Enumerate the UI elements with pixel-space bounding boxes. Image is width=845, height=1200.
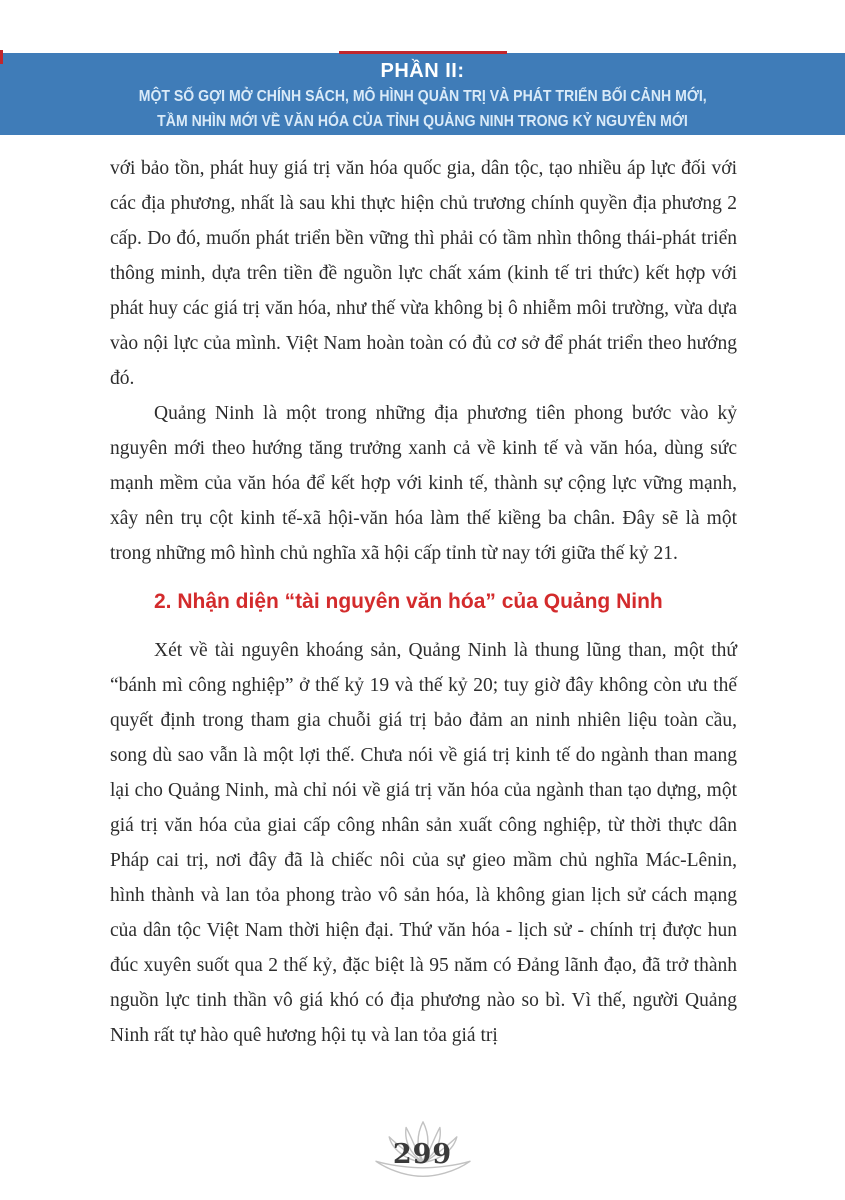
page-number: 299 xyxy=(392,1139,453,1170)
lotus-ornament xyxy=(363,1119,483,1181)
header-band xyxy=(0,53,845,135)
body-paragraph-2: Quảng Ninh là một trong những địa phương tiên phong bước vào kỷ nguyên mới theo hướng tăng trưởng xanh cả về kinh tế và văn hóa, dùng sức mạnh mềm của văn hóa để kết hợp với kinh tế, thành sự cộng lực vững mạnh, xây nên trụ cột kinh tế-xã hội-văn hóa làm thế kiềng ba chân. Đây sẽ là một trong những mô hình chủ nghĩa xã hội cấp tỉnh từ nay tới giữa thế kỷ 21. xyxy=(110,403,737,564)
page-body xyxy=(0,135,845,1053)
red-accent-line xyxy=(339,51,507,54)
part-label: PHẦN II: xyxy=(380,60,465,82)
header-subtitle-line-2: TẦM NHÌN MỚI VỀ VĂN HÓA CỦA TỈNH QUẢNG NINH TRONG KỶ NGUYÊN MỚI xyxy=(157,113,688,130)
page-footer xyxy=(0,1119,845,1186)
header-subtitle-line-1: MỘT SỐ GỢI MỞ CHÍNH SÁCH, MÔ HÌNH QUẢN TRỊ VÀ PHÁT TRIỂN BỐI CẢNH MỚI, xyxy=(138,88,707,105)
body-paragraph-1: với bảo tồn, phát huy giá trị văn hóa quốc gia, dân tộc, tạo nhiều áp lực đối với các địa phương, nhất là sau khi thực hiện chủ trương chính quyền địa phương 2 cấp. Do đó, muốn phát triển bền vững thì phải có tầm nhìn thông thái-phát triển thông minh, dựa trên tiền đề nguồn lực chất xám (kinh tế tri thức) kết hợp với phát huy các giá trị văn hóa, như thế vừa không bị ô nhiễm môi trường, vừa dựa vào nội lực của mình. Việt Nam hoàn toàn có đủ cơ sở để phát triển theo hướng đó. xyxy=(110,158,737,389)
section-heading: 2. Nhận diện “tài nguyên văn hóa” của Quảng Ninh xyxy=(154,590,663,613)
body-paragraph-3: Xét về tài nguyên khoáng sản, Quảng Ninh là thung lũng than, một thứ “bánh mì công nghiệp” ở thế kỷ 19 và thế kỷ 20; tuy giờ đây không còn ưu thế quyết định trong tham gia chuỗi giá trị bảo đảm an ninh nhiên liệu toàn cầu, song dù sao vẫn là một lợi thế. Chưa nói về giá trị kinh tế do ngành than mang lại cho Quảng Ninh, mà chỉ nói về giá trị văn hóa của ngành than tạo dựng, một giá trị văn hóa của giai cấp công nhân sản xuất công nghiệp, từ thời thực dân Pháp cai trị, nơi đây đã là chiếc nôi của sự gieo mầm chủ nghĩa Mác-Lênin, hình thành và lan tỏa phong trào vô sản hóa, là không gian lịch sử cách mạng của dân tộc Việt Nam thời hiện đại. Thứ văn hóa - lịch sử - chính trị được hun đúc xuyên suốt qua 2 thế kỷ, đặc biệt là 95 năm có Đảng lãnh đạo, đã trở thành nguồn lực tinh thần vô giá khó có địa phương nào so bì. Vì thế, người Quảng Ninh rất tự hào quê hương hội tụ và lan tỏa giá trị xyxy=(110,640,737,1046)
red-accent-left-edge xyxy=(0,50,3,64)
